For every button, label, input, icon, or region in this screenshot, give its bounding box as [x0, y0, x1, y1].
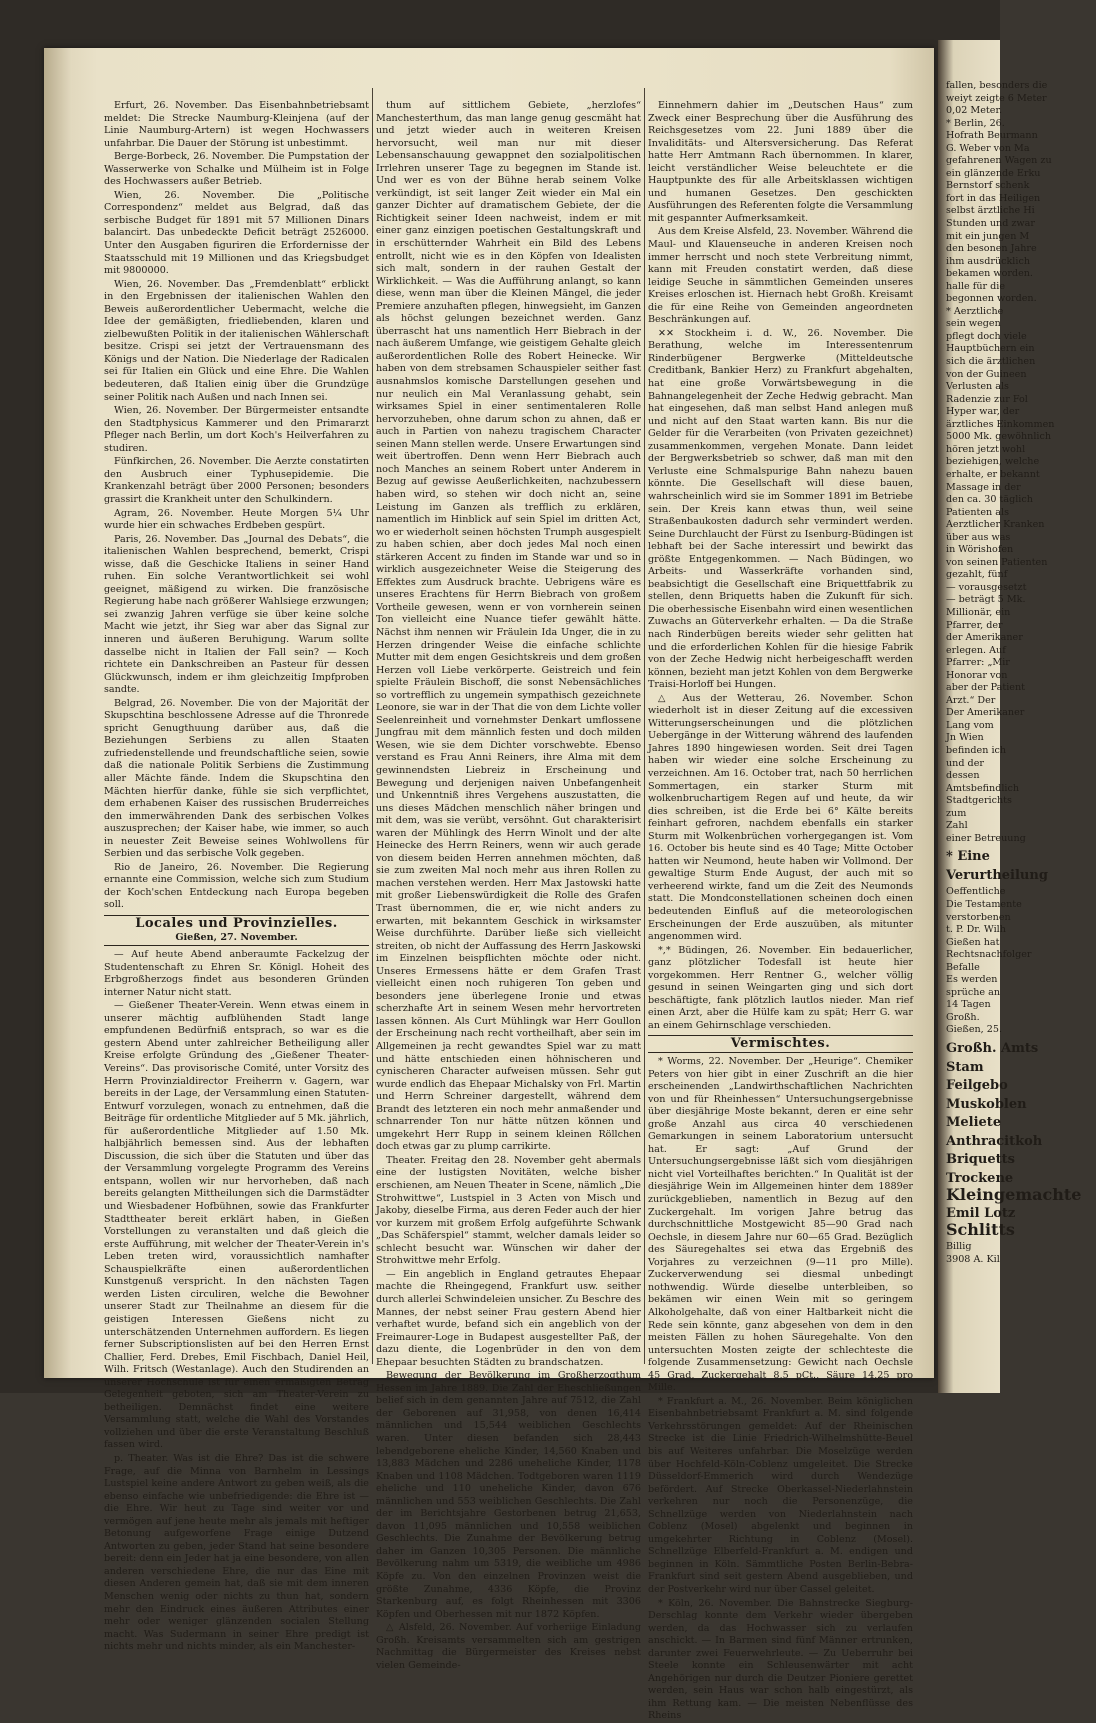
adjacent-page-text: [946, 80, 1096, 1266]
section-heading-vermischtes: Vermischtes.: [730, 1036, 831, 1052]
adjacent-page-line: Meliete: [946, 1115, 1002, 1131]
adjacent-page-line: in Wörishofen: [946, 544, 1014, 556]
adjacent-page-line: befinden ich: [946, 744, 1007, 756]
adjacent-page-line: Jn Wien: [946, 732, 984, 744]
adjacent-page-line: fort in das Heiligen: [946, 192, 1041, 204]
adjacent-page-line: selbst ärztliche Hi: [946, 205, 1035, 217]
adjacent-page-line: verstorbenen: [946, 911, 1011, 923]
adjacent-page-line: Rechtsnachfolger: [946, 949, 1032, 961]
news-agram: Agram, 26. November. Heute Morgen 5¼ Uhr wurde hier ein schwaches Erdbeben gespürt.: [104, 507, 369, 532]
adjacent-page-line: Patienten als: [946, 506, 1009, 518]
adjacent-page-line: über aus was: [946, 531, 1011, 543]
adjacent-page-line: Massage in der: [946, 481, 1021, 493]
page-gutter: [44, 48, 72, 1378]
news-strohwittwe: Theater. Freitag den 28. November geht abermals eine der lustigsten Novitäten, welche bisher erschienen, am Neuen Theater in Scene, nämlich „Die Strohwittwe“, Lustspiel in 3 Acten von Misch und Jakoby, dieselbe Firma, aus deren Feder auch der hier vor kurzem mit großem Erfolg aufgeführte Schwank „Das Schäferspiel“ stammt, welcher damals leider so schlecht besucht war. Wünschen wir daher der Strohwittwe mehr Erfolg.: [376, 1154, 641, 1267]
adjacent-page-line: — vorausgesetzt: [946, 581, 1027, 593]
adjacent-page-line: 5000 Mk. gewöhnlich: [946, 431, 1052, 443]
adjacent-page-line: * Aerztliche: [946, 305, 1004, 317]
news-theater-verein: — Gießener Theater-Verein. Wenn etwas einem in unserer mächtig aufblühenden Stadt lange empfundenen Bedürfniß entsprach, so war es die gestern Abend unter zahlreicher Betheiligung aller Kreise erfolgte Gründung des „Gießener Theater-Vereins“. Das provisorische Comité, unter Vorsitz des Herrn Provinzialdirector Freiherrn v. Gagern, war bereits in der Lage, der Versammlung einen Statuten-Entwurf vorzulegen, wonach zu entnehmen, daß die Beiträge für ordentliche Mitglieder auf 5 Mk. jährlich, für außerordentliche Mitglieder auf 1.50 Mk. halbjährlich bemessen sind. Aus der lebhaften Discussion, die sich über die Statuten und über das der Versammlung vorgelegte Programm des Vereins entspann, wollen wir nur hervorheben, daß nach bereits gelangten Mittheilungen sich die Darmstädter und Wiesbadener Hofbühnen, sowie das Frankfurter Stadttheater bereit erklärt haben, in Gießen Vorstellungen zu veranstalten und daß gleich die erste Aufführung, mit welcher der Theater-Verein in's Leben treten wird, voraussichtlich namhafter Schauspielkräfte einen außerordentlichen Kunstgenuß verspricht. In den nächsten Tagen werden Listen circuliren, welche die Bewohner unserer Stadt zur Theilnahme an diesem für die geistigen Interessen Gießens nicht zu unterschätzenden Unternehmen auffordern. Es liegen ferner Subscriptionslisten auf bei den Herren Ernst Challier, Ferd. Drebes, Emil Fischbach, Daniel Heil, Wilh. Fritsch (Westanlage). Auch den Studirenden an unserer Hochschule ist für einen ermäßigten Betrag Gelegenheit geboten, sich am Theater-Verein zu betheiligen. Demnächst findet eine weitere Versammlung statt, welche die Wahl des Vorstandes vollziehen und über die erste Veranstaltung Beschluß fassen wird.: [104, 1000, 369, 1451]
adjacent-page-line: * Eine: [946, 849, 990, 865]
adjacent-page-line: sein wegen: [946, 318, 1001, 330]
adjacent-page-line: * Berlin, 26.: [946, 117, 1005, 129]
adjacent-page-line: Verurtheilung: [946, 867, 1048, 883]
adjacent-page-line: Stam: [946, 1059, 984, 1075]
adjacent-page-line: begonnen worden.: [946, 293, 1037, 305]
adjacent-page-line: Arzt.“ Der: [946, 694, 996, 706]
adjacent-page-line: Verlusten als: [946, 381, 1009, 393]
column-rule-2: [644, 88, 645, 1364]
adjacent-page-line: ihm ausdrücklich: [946, 255, 1030, 267]
adjacent-page-line: beziehigen, welche: [946, 456, 1040, 468]
adjacent-page-line: 14 Tagen: [946, 999, 991, 1011]
news-wien-koch: Wien, 26. November. Der Bürgermeister entsandte den Stadtphysicus Kammerer und den Primararzt Pfleger nach Berlin, um dort Koch's Heilverfahren zu studiren.: [104, 405, 369, 454]
adjacent-page-line: von der Guineen: [946, 368, 1027, 380]
column-2: [376, 100, 641, 1671]
section-heading-locales: Locales und Provinzielles.: [135, 916, 338, 931]
news-alsfeld-cont: Einnehmern dahier im „Deutschen Haus“ zum Zweck einer Besprechung über die Ausführung des Reichsgesetzes vom 22. Juni 1889 über die Invaliditäts- und Altersversicherung. Das Referat hatte Herr Amtmann Rach übernommen. In klarer, leicht verständlicher Weise beleuchtete er die Hauptpunkte des für alle Arbeitsklassen wichtigen und humanen Gesetzes. Den geschickten Ausführungen des Referenten folgte die Versammlung mit gespannter Aufmerksamkeit.: [648, 100, 913, 224]
adjacent-page-line: t. P. Dr. Wilh: [946, 924, 1006, 936]
adjacent-page-line: Feilgebo: [946, 1078, 1008, 1094]
news-kreis-alsfeld: Aus dem Kreise Alsfeld, 23. November. Während die Maul- und Klauenseuche in anderen Kreisen noch immer herrscht und noch stete Verbreitung nimmt, kann mit Freuden constatirt werden, daß diese leidige Seuche in sämmtlichen Gemeinden unseres Kreises erloschen ist. Hiernach hebt Großh. Kreisamt die für eine Reihe von Gemeinden angeordneten Beschränkungen auf.: [648, 226, 913, 326]
adjacent-page-line: mit ein jungen M: [946, 230, 1030, 242]
adjacent-page-line: ein glänzende Erku: [946, 167, 1041, 179]
news-fackelzug: — Auf heute Abend anberaumte Fackelzug der Studentenschaft zu Ehren Sr. Königl. Hoheit des Erbgroßherzogs findet aus besonderen Gründen interner Natur nicht statt.: [104, 949, 369, 998]
news-rio: Rio de Janeiro, 26. November. Die Regierung ernannte eine Commission, welche sich zum Studium der Koch'schen Entdeckung nach Europa begeben soll.: [104, 861, 369, 911]
adjacent-page-line: den ca. 30 täglich: [946, 494, 1033, 506]
adjacent-page-line: Gießen, 25.: [946, 1024, 1003, 1036]
adjacent-page-line: Großh. Amts: [946, 1041, 1039, 1057]
news-wien-wahlen: Wien, 26. November. Das „Fremdenblatt“ erblickt in den Ergebnissen der italienischen Wahlen den Beweis außerordentlicher Uebermacht, welche die Idee der gemäßigten, friedliebenden, klaren und zielbewußten Politik in der italienischen Wählerschaft besitze. Crispi sei jetzt der Vertrauensmann des Königs und der Nation. Die Niederlage der Radicalen sei für Italien ein Glück und eine Ehre. Die Wahlen bedeuteren, daß Italien einig über die Grundzüge seiner Politik nach Außen und nach Innen sei.: [104, 278, 369, 403]
adjacent-page-line: zum: [946, 807, 967, 819]
adjacent-page-line: Hyper war, der: [946, 406, 1020, 418]
adjacent-page-line: weiyt zeigte 6 Meter: [946, 92, 1047, 104]
adjacent-page-line: Stunden und zwar: [946, 218, 1035, 230]
adjacent-page-line: — beträgt 5 Mk.: [946, 594, 1026, 606]
news-ehepaar: — Ein angeblich in England getrautes Ehepaar machte die Rheingegend, Frankfurt usw. seither durch allerlei Schwindeleien unsicher. Zu Beschre des Mannes, der nebst seiner Frau gestern Abend hier verhaftet wurde, befand sich ein angeblich von der Freimaurer-Loge in Budapest ausgestellter Paß, der dazu diente, die Logenbrüder in den von dem Ehepaar besuchten Städten zu brandschatzen.: [376, 1268, 641, 1368]
adjacent-page-line: Gießen hat: [946, 936, 1000, 948]
news-frankfurt: * Frankfurt a. M., 26. November. Beim königlichen Eisenbahnbetriebsamt Frankfurt a. M. sind folgende Verkehrsstörungen gemeldet: Auf der Rheinischen Strecke ist die Linie Friedrich-Wilhelmshütte-Beuel bis auf Weiteres unfahrbar. Die Moselzüge werden über Hochfeld-Köln-Coblenz umgeleitet. Die Strecke Düsseldorf-Emmerich wird durch Wendezüge befördert. Auf Strecke Oberkassel-Niederlahnstein verkehren nur noch die Personenzüge, die Schnellzüge werden von Niederlahnstein nach Coblenz (Mosel) abgelenkt und beginnen in umgekehrter Richtung in Coblenz (Mosel). Schnellzüge Elberfeld-Frankfurt a. M. endigen und beginnen in Köln. Sämmtliche Posten Berlin-Bebra-Frankfurt sind seit gestern Abend ausgeblieben, und der Postverkehr wird nur über Cassel geleitet.: [648, 1395, 913, 1595]
news-stockheim: ✕✕ Stockheim i. d. W., 26. November. Die Berathung, welche im Interessentenrum Rinderbügener Bergwerke (Mitteldeutsche Creditbank, Bankier Herz) zu Frankfurt abgehalten, hat eine große Vorwärtsbewegung in die Bahnangelegenheit der Zeche Hedwig gebracht. Man hat eingesehen, daß man selbst Hand anlegen muß und nicht auf den Staat warten kann. Bis nur die Gelder für die Verarbeiten (von Privaten gezeichnet) zusammenkommen, vergehen Monate. Dann leidet der Bergwerksbetrieb so schwer, daß man mit den Verluste eine Schmalspurige Bahn nahezu bauen könnte. Die Gesellschaft will diese bauen, wahrscheinlich wird sie im Sommer 1891 im Betriebe sein. Der Kreis kann etwas thun, weil seine Straßenbaukosten dadurch sehr vermindert werden. Seine Durchlaucht der Fürst zu Isenburg-Büdingen ist lebhaft bei der Sache interessirt und bewirkt das größte Entgegenkommen. — Nach Büdingen, wo Arbeits- und Wasserkräfte vorhanden sind, beabsichtigt die Gesellschaft eine Briquettfabrik zu stellen, denn Briquetts haben die Zukunft für sich. Die oberhessische Eisenbahn wird einen wesentlichen Zuwachs an Güterverkehr erhalten. — Da die Straße nach Rinderbügen bereits wieder sehr gelitten hat und die erforderlichen Kohlen für die hiesige Fabrik von der Zeche Hedwig nicht herbeigeschafft werden können, bezieht man jetzt Kohlen von dem Bergwerke Traisi-Horloff bei Hungen.: [648, 327, 914, 691]
adjacent-page-line: Schlitts: [946, 1220, 1015, 1240]
adjacent-page-edge: [938, 40, 1082, 1393]
section-divider-thin: [104, 945, 369, 946]
adjacent-page-line: dessen: [946, 770, 980, 782]
adjacent-page-line: von seinen Patienten: [946, 556, 1048, 568]
adjacent-page-line: Hofrath Beurmann: [946, 130, 1038, 142]
adjacent-page-line: Billig: [946, 1241, 972, 1253]
adjacent-page-line: Amtsbefindlich: [946, 782, 1020, 794]
adjacent-page-line: Emil Lotz: [946, 1205, 1016, 1221]
adjacent-page-line: Hauptbüchern ein: [946, 343, 1035, 355]
news-worms: * Worms, 22. November. Der „Heurige“. Chemiker Peters von hier gibt in einer Zuschrift an die hier erscheinenden „Landwirthschaftlichen Nachrichten von und für Rheinhessen“ Untersuchungsergebnisse über diesjährige Moste bekannt, deren er eine sehr große Anzahl aus circa 40 verschiedenen Gemarkungen in seinem Laboratorium untersucht hat. Er sagt: „Auf Grund der Untersuchungsergebnisse läßt sich vom diesjährigen nicht viel Vorteilhaftes berichten.“ In Qualität ist der diesjährige Wein im Allgemeinen hinter dem 1889er zurückgeblieben, namentlich in Bezug auf den Zuckergehalt. Im vorigen Jahre betrug das durchschnittliche Mostgewicht 85—90 Grad nach Oechsle, in diesem Jahre nur 60—65 Grad. Bezüglich des Säuregehaltes sei etwa das Ergebniß des Vorjahres zu verzeichnen (9—11 pro Mille). Zuckerverwendung sei diesmal unbedingt nothwendig. Würde dieselbe unterbleiben, so bekämen wir einen Wein mit so geringem Alkoholgehalte, daß von einer Haltbarkeit nicht die Rede sein könnte, ganz abgesehen von dem in den meisten Fällen zu hohen Säuregehalte. Von den untersuchten Mosten zeigte der schlechteste die folgende Zusammensetzung: Gewicht nach Oechsle 45 Grad, Zuckergehalt 8,5 pCt., Säure 14,25 pro Mille.: [648, 1056, 913, 1394]
news-theater-ehre: p. Theater. Was ist die Ehre? Das ist die schwere Frage, auf die Minna von Barnhelm in Lessings Lustspiel keine andere Antwort zu geben weiß, als die ebenso einfache wie unbefriedigende: die Ehre ist — die Ehre. Wir heut zu Tage sind weiter vor und vermögen auf jene heute mehr als jemals mit heftiger Betonung aufgeworfene Frage einige Dutzend Antworten zu geben, jeder Stand hat seine besondere bereit: denn ein Jeder hat ja eine besondere, von allen anderen verschiedene Ehre, die nur das Eine mit diesen Anderen gemein hat, daß sie mit dem inneren Menschen wenig oder nichts zu thun hat, sondern mehr den Eindruck eines äußeren Attributes einer mehr oder weniger glänzenden socialen Stellung macht. Was Sudermann in seiner Ehre predigt ist nichts mehr und nichts minder, als ein Manchester-: [104, 1452, 369, 1653]
adjacent-page-line: hören jetzt wohl: [946, 443, 1026, 455]
adjacent-page-line: Muskoblen: [946, 1096, 1027, 1112]
newspaper-page: [44, 48, 934, 1722]
news-wetterau: △ Aus der Wetterau, 26. November. Schon wiederholt ist in dieser Zeitung auf die excessiven Witterungserscheinungen und die plötzlichen Uebergänge in der Witterung während des laufenden Jahres 1890 hingewiesen worden. Seit drei Tagen haben wir wieder eine solche Erscheinung zu verzeichnen. Am 16. October trat, nach 50 herrlichen Sommertagen, ein starker Sturm mit wolkenbruchartigem Regen auf und heute, da wir dies schreiben, ist die Erde bei 6° Kälte bereits feinhart gefroren, nachdem ebenfalls ein starker Sturm mit Wolkenbrüchen vorhergegangen ist. Vom 16. October bis heute sind es 40 Tage; Mitte October hatten wir Neumond, heute haben wir Vollmond. Der gewaltige Sturm Ende August, der auch mit so verheerend wirkte, fand um die Zeit des Neumonds statt. Die Mondconstellationen scheinen doch einen bedeutenden Einfluß auf die meteorologischen Erscheinungen der Erde auszuüben, als mitunter angenommen wird.: [648, 692, 913, 943]
adjacent-page-line: Großh.: [946, 1011, 980, 1023]
news-buedingen: *,* Büdingen, 26. November. Ein bedauerlicher, ganz plötzlicher Todesfall ist heute hier vorgekommen. Herr Rentner G., welcher völlig gesund in seinen Weingarten ging und sich dort beschäftigte, fank plötzlich lautlos nieder. Man rief einen Arzt, aber die Hülfe kam zu spät; Herr G. war an einem Gehirnschlage verschieden.: [648, 944, 913, 1031]
adjacent-page-line: gefahrenen Wagen zu: [946, 155, 1052, 167]
adjacent-page-line: bekamen worden.: [946, 268, 1033, 280]
adjacent-page-line: sprüche an: [946, 986, 1001, 998]
adjacent-page-line: Anthracitkoh: [946, 1133, 1043, 1149]
news-belgrad: Belgrad, 26. November. Die von der Majorität der Skupschtina beschlossene Adresse auf die Thronrede spricht Genugthuung darüber aus, daß die Beziehungen Serbiens zu allen Staaten zufriedenstellende und freundschaftliche seien, sowie daß die nationale Politik Serbiens die Zustimmung aller Mächte fände. Indem die Skupschtina den Mächten hierfür danke, fühle sie sich verpflichtet, dem erhabenen Kaiser des russischen Bruderreiches den immerwährenden Dank des serbischen Volkes auszusprechen; der Kaiser habe, wie immer, so auch in neuester Zeit Beweise seines Wohlwollens für Serbien und das serbische Volk gegeben.: [104, 697, 369, 860]
news-paris: Paris, 26. November. Das „Journal des Debats“, die italienischen Wahlen besprechend, bemerkt, Crispi wisse, daß die Geschicke Italiens in seiner Hand ruhen. Ein solche Verantwortlichkeit sei wohl geeignet, mäßigend zu wirken. Die französische Regierung habe nach größerer Wahlsiege erzwungen; sei zwanzig Jahren verfüge sie über keine solche Macht wie jetzt, ihr Sieg war aber das Signal zur inneren und äußeren Beruhigung. Warum sollte dasselbe nicht in Italien der Fall sein? — Koch richtete ein Dankschreiben an Pasteur für dessen Glückwunsch, indem er ihm gleichzeitig Impfproben sandte.: [104, 533, 369, 696]
adjacent-page-line: erlegen. Auf: [946, 644, 1006, 656]
adjacent-page-line: 3908 A. Kil: [946, 1253, 1000, 1265]
adjacent-page-line: aber der Patient: [946, 682, 1026, 694]
adjacent-page-line: gezahlt, fünf: [946, 569, 1008, 581]
section-divider-thin: [648, 1052, 913, 1053]
adjacent-page-line: ärztliches Einkommen: [946, 418, 1055, 430]
adjacent-page-line: Aerztlicher Kranken: [946, 519, 1045, 531]
adjacent-page-line: Stadtgerichts: [946, 795, 1012, 807]
adjacent-page-line: Befalle: [946, 961, 980, 973]
adjacent-page-line: Pfarrer, der: [946, 619, 1003, 631]
news-koeln: * Köln, 26. November. Die Bahnstrecke Siegburg-Derschlag konnte dem Verkehr wieder übergeben werden, da das Hochwasser sich zu verlaufen anschickt. — In Barmen sind fünf Männer ertrunken, darunter zwei Feuerwehrleute. — Zu Ueberruhr bei Steele konnte ein Schleusenwärter mit acht Angehörigen nur durch die Deutzer Pioniere gerettet werden, sein Haus war schon halb eingestürzt, als ihm Rettung kam. — Die meisten Nebenflüsse des Rheins: [648, 1597, 913, 1722]
adjacent-page-line: Briquetts: [946, 1152, 1015, 1168]
adjacent-page-line: 0,02 Meter.: [946, 105, 1003, 117]
news-theater-review: thum auf sittlichem Gebiete, „herzlofes“ Manchesterthum, das man lange genug gescmäht hat und jetzt wieder auch in weiteren Kreisen hervorsucht, weil man nur mit dieser Lebensanschauung gewappnet den sozialpolitischen Irrlehren unserer Tage zu begegnen im Stande ist. Und wer es von der Bühne herab seinem Volke verkündigt, ist seit langer Zeit wieder ein Mal ein ganzer Dichter auf dramatischem Gebiete, der die Richtigkeit seiner Ideen nachweist, indem er mit einer ganz einzigen poetischen Gestaltungskraft und in erschütternder Wahrheit ein Bild des Lebens entrollt, nicht wie es in den Köpfen von Idealisten sich malt, sondern in der rauhen Gestalt der Wirklichkeit. — Was die Aufführung anlangt, so kann diese, wenn man über die Kleinen Mängel, die jeder Premiere anzuhaften pflegen, hinwegsieht, im Ganzen als höchst gelungen bezeichnet werden. Ganz überrascht hat uns namentlich Herr Biebrach in der nach äußerem Umfange, wie geistigem Gehalte gleich außerordentlichen Rolle des Robert Heinecke. Wir haben von dem strebsamen Schauspieler seither fast ausnahmslos komische Darstellungen gesehen und nur neulich ein Mal Veranlassung gehabt, sein wirksames Spiel in einer sentimentaleren Rolle hervorzuheben, ohne darum schon zu ahnen, daß er auch in Partien von nahezu tragischem Character seinen Mann stellen werde. Unsere Erwartungen sind weit übertroffen. Denn wenn Herr Biebrach auch noch Manches an seinem Robert unter Anderem in Bezug auf gewisse Aeußerlichkeiten, nachzubessern haben wird, so stehen wir doch nicht an, seine Leistung im Ganzen als trefflich zu erklären, namentlich im Hinblick auf sein Spiel im dritten Act, wo er wiederholt seinen höchsten Trumph ausgespielt zu haben schien, aber doch jedes Mal noch einen stärkeren Accent zu finden im Stande war und so in wirklich ausgezeichneter Weise die Steigerung des Effektes zum Ausdruck brachte. Uebrigens wäre es unseres Erachtens für Herrn Biebrach von großem Vortheile gewesen, wenn er von vornherein seinen Ton vielleicht eine Nuance tiefer gewählt hätte. Nächst ihm nennen wir Fräulein Ida Unger, die in zu Herzen dringender Weise die einfache schlichte Mutter mit dem engen Gesichtskreis und dem großen Herzen voll Liebe verkörperte. Geistreich und fein spielte Fräulein Bischoff, die sonst Nebensächliches so vortrefflich zu ungemein sympathisch gezeichnete Leonore, sie war in der That die von dem Lichte voller Seelenreinheit und vornehmster Denkart umflossene Jungfrau mit dem männlich festen und doch milden Wesen, wie sie dem Dichter vorschwebte. Ebenso verstand es Frau Anni Reiners, ihre Alma mit dem gewinnendsten Liebreiz in Erscheinung und Bewegung und derjenigen naiven Unbefangenheit und Unkenntniß ihres Vergehens auszustatten, die uns dieses Mädchen menschlich näher bringen und mit dem, was sie verübt, versöhnt. Gut charakterisirt waren der Mühlingk des Herrn Winolt und der alte Heinecke des Herrn Reiners, wenn wir auch gerade von diesem beiden Herren annehmen möchten, daß sie zum zweiten Mal noch mehr aus ihren Rollen zu machen verstehen werden. Herr Max Jastowski hatte mit großer Liebenswürdigkeit die Rolle des Grafen Trast übernommen, die er, wie nicht anders zu erwarten, mit bekanntem Geschick in wirksamster Weise durchführte. Darüber ließe sich vielleicht streiten, ob nicht der Auffassung des Herrn Jaskowski im Einzelnen beispflichten möchte oder nicht. Unseres Ermessens hätte er dem Grafen Trast vielleicht einen noch ruhigeren Ton geben und besonders jene überlegene Ironie und etwas scherzhafte Art in seinem Wesen mehr hervortreten lassen können. Als Curt Mühlingk war Herr Goullon der Erscheinung nach recht vortheilhaft, aber sein im Allgemeinen ja recht gewandtes Spiel war zu matt und hätte entschieden einen höhnischeren und cynischeren Character aufweisen müssen. Sehr gut wurde endlich das Ehepaar Michalsky von Frl. Martin und Herrn Schreiner dargestellt, während dem Brandt des letzteren ein noch mehr anmaßender und schnarrender Ton nur hätte nützen können und umgekehrt Herr Rupp in seinem kleinen Röllchen doch etwas gar zu plump carrikirte.: [376, 100, 641, 1153]
adjacent-page-line: Bernstorf schenk: [946, 180, 1030, 192]
adjacent-page-line: sich die ärztlichen: [946, 356, 1036, 368]
adjacent-page-line: Kleingemachte: [946, 1185, 1082, 1205]
adjacent-page-line: Die Testamente: [946, 899, 1022, 910]
adjacent-page-line: Oeffentliche: [946, 886, 1006, 898]
adjacent-page-line: Honorar von: [946, 669, 1008, 681]
adjacent-page-line: pflegt doch viele: [946, 330, 1027, 342]
adjacent-page-line: Millionär, ein: [946, 606, 1011, 618]
adjacent-page-line: Pfarrer: „Mir: [946, 657, 1010, 669]
news-erfurt: Erfurt, 26. November. Das Eisenbahnbetriebsamt meldet: Die Strecke Naumburg-Kleinjena (auf der Linie Naumburg-Artern) ist wegen Hochwassers unfahrbar. Die Dauer der Störung ist unbestimmt.: [104, 100, 369, 149]
dateline-giessen: Gießen, 27. November.: [175, 931, 298, 943]
adjacent-page-line: Lang vom: [946, 719, 994, 731]
news-bevoelkerung: Bewegung der Bevölkerung im Großherzogthum Hessen im Jahre 1889. Die Zahl der Eheschließungen belief sich in dem genannten Jahre auf 7512, die Zahl der Geborenen auf 31,958, von denen 16,414 männlichen und 15,544 weiblichen Geschlechts waren. Unter diesen befanden sich 28,443 lebendgeborene eheliche Kinder, 14,560 Knaben und 13,883 Mädchen und 2286 uneheliche Kinder, 1178 Knaben und 1108 Mädchen. Todtgeboren waren 1119 eheliche und 110 uneheliche Kinder, davon 676 männlichen und 553 weiblichen Geschlechts. Die Zahl der im Berichtsjahre Gestorbenen betrug 21,653, davon 11,095 männlichen und 10,558 weiblichen Geschlechts. Die Zunahme der Bevölkerung betrug daher im Ganzen 10,305 Personen. Die männliche Bevölkerung nahm um 5319, die weibliche um 4986 Köpfe zu. Von den einzelnen Provinzen weist die größte Zunahme, 4336 Köpfe, die Provinz Starkenburg auf, es folgt Rheinhessen mit 3306 Köpfen und Oberhessen mit nur 1872 Köpfen.: [376, 1370, 641, 1620]
news-alsfeld: △ Alsfeld, 26. November. Auf vorheriige Einladung Großh. Kreisamts versammelten sich am gestrigen Nachmittag die Bürgermeister des Kreises nebst vielen Gemeinde-: [376, 1622, 641, 1671]
adjacent-page-line: erhalte, er bekannt: [946, 468, 1040, 480]
adjacent-page-line: Trockene: [946, 1170, 1014, 1186]
adjacent-page-line: fallen, besonders die: [946, 80, 1048, 91]
adjacent-page-line: einer Betreuung: [946, 832, 1026, 844]
adjacent-page-line: Zahl: [946, 820, 968, 832]
adjacent-page-line: der Amerikaner: [946, 632, 1023, 644]
adjacent-page-line: Der Amerikaner: [946, 707, 1025, 719]
adjacent-page-line: den besonen Jahre: [946, 243, 1037, 255]
column-rule-1: [372, 88, 373, 1364]
news-berge-borbeck: Berge-Borbeck, 26. November. Die Pumpstation der Wasserwerke von Schalke und Mülheim ist in Folge des Hochwassers außer Betrieb.: [104, 151, 369, 188]
column-1: [104, 100, 369, 1653]
news-fuenfkirchen: Fünfkirchen, 26. November. Die Aerzte constatirten den Ausbruch einer Typhusepidemie. Die Krankenzahl beträgt über 2000 Personen; besonders grassirt die Krankheit unter den Schulkindern.: [104, 456, 369, 505]
adjacent-page-line: und der: [946, 757, 984, 769]
adjacent-page-line: G. Weber von Ma: [946, 142, 1030, 154]
adjacent-page-line: Es werden: [946, 974, 998, 986]
column-3: [648, 100, 914, 1722]
news-wien-budget: Wien, 26. November. Die „Politische Correspondenz“ meldet aus Belgrad, daß das serbische Budget für 1891 mit 57 Millionen Dinars balancirt. Das unbedeckte Deficit beträgt 2526000. Unter den Ausgaben figuriren die Erfordernisse der Staatsschuld mit 19 Millionen und das Kriegsbudget mit 9800000.: [104, 189, 369, 277]
adjacent-page-line: halle für die: [946, 280, 1006, 292]
adjacent-page-line: Radenzie zur Fol: [946, 393, 1028, 405]
